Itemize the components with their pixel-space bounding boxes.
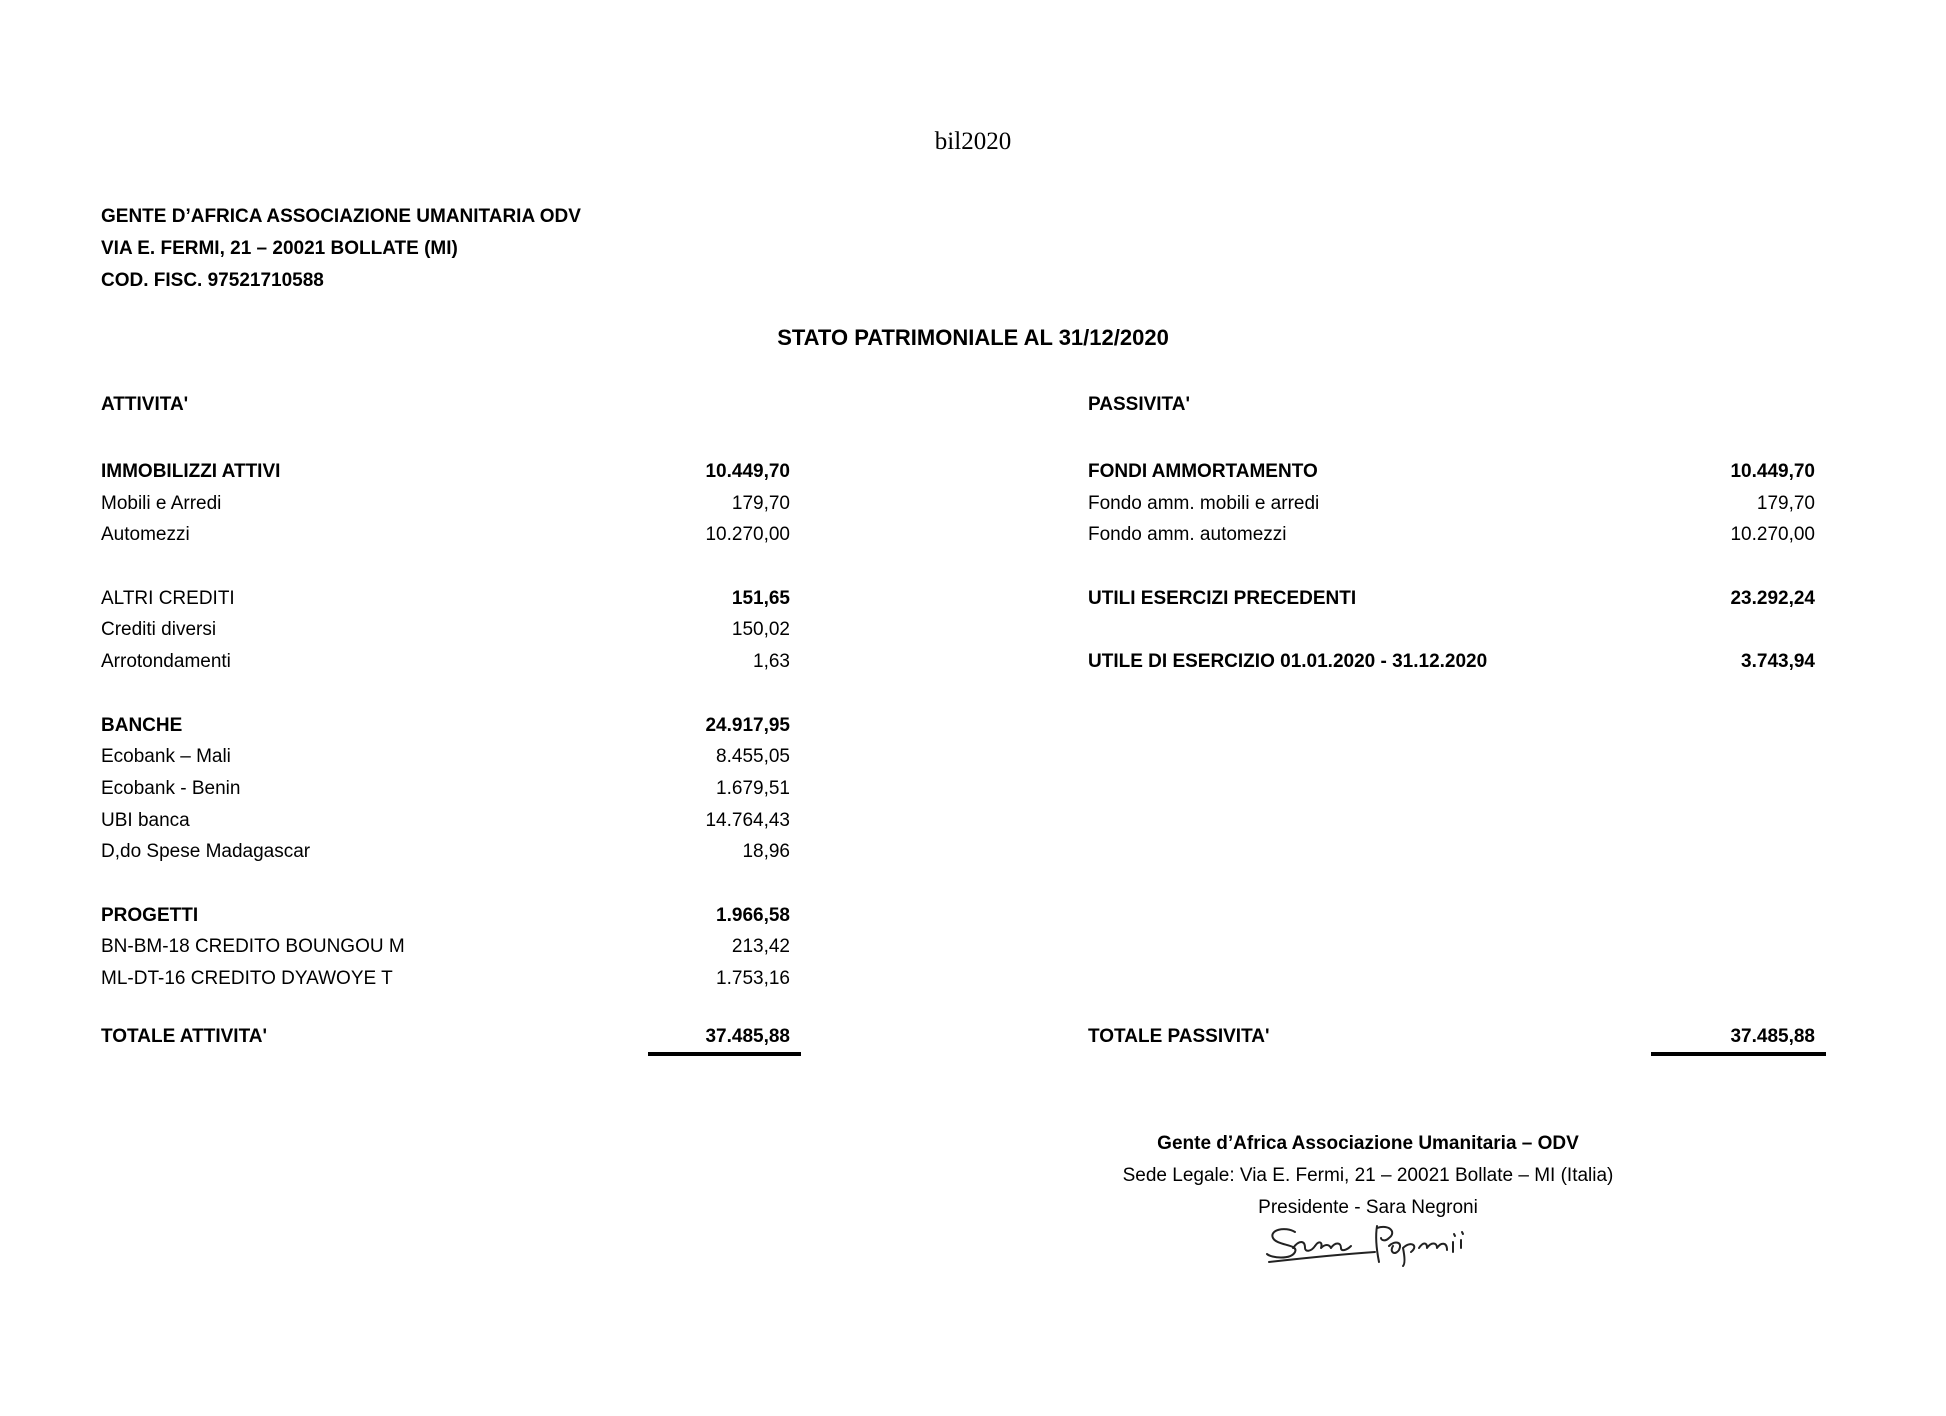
liabilities-total-value: 37.485,88 [1730, 1026, 1815, 1047]
asset-row-label: Crediti diversi [101, 619, 217, 641]
asset-row-label: Ecobank – Mali [101, 746, 231, 768]
asset-row [101, 614, 790, 646]
asset-row-value: 8.455,05 [716, 746, 790, 768]
asset-row [101, 900, 790, 932]
liability-row-value: 3.743,94 [1741, 651, 1815, 673]
assets-heading: ATTIVITA' [101, 394, 189, 415]
liabilities-total-double-rule [1651, 1052, 1826, 1056]
asset-row [101, 931, 790, 963]
liability-row-value: 10.270,00 [1730, 524, 1815, 546]
asset-row-label: D,do Spese Madagascar [101, 841, 311, 863]
assets-list [101, 456, 790, 995]
org-name: GENTE D’AFRICA ASSOCIAZIONE UMANITARIA ODV [101, 206, 581, 227]
liability-row [1088, 583, 1815, 615]
asset-row [101, 710, 790, 742]
liability-row-label: Fondo amm. automezzi [1088, 524, 1287, 546]
asset-row-value: 1.753,16 [716, 968, 790, 989]
asset-row-label: IMMOBILIZZI ATTIVI [101, 461, 281, 482]
assets-total-label: TOTALE ATTIVITA' [101, 1026, 267, 1047]
asset-row-label: BN-BM-18 CREDITO BOUNGOU M [101, 936, 405, 958]
org-tax-code: COD. FISC. 97521710588 [101, 270, 324, 291]
asset-row [101, 583, 790, 615]
asset-row-label: BANCHE [101, 714, 183, 736]
liability-row-label: Fondo amm. mobili e arredi [1088, 492, 1320, 514]
asset-row-value: 14.764,43 [705, 809, 790, 831]
liability-row [1088, 456, 1815, 488]
asset-row [101, 741, 790, 773]
asset-row [101, 963, 790, 995]
asset-row [101, 805, 790, 837]
asset-spacer [101, 868, 790, 900]
liability-row-value: 179,70 [1756, 492, 1815, 514]
asset-row [101, 836, 790, 868]
liability-row [1088, 519, 1815, 551]
asset-row-value: 10.270,00 [705, 524, 790, 546]
page-title: STATO PATRIMONIALE AL 31/12/2020 [777, 325, 1169, 350]
document-tag: bil2020 [934, 128, 1012, 155]
assets-total-double-rule [648, 1052, 801, 1056]
liabilities-list [1088, 456, 1815, 678]
footer-address: Sede Legale: Via E. Fermi, 21 – 20021 Bollate – MI (Italia) [1122, 1165, 1614, 1186]
footer-org-name: Gente d’Africa Associazione Umanitaria – ODV [1157, 1133, 1579, 1154]
asset-row-label: Arrotondamenti [101, 651, 231, 673]
asset-row [101, 773, 790, 805]
org-address: VIA E. FERMI, 21 – 20021 BOLLATE (MI) [101, 238, 458, 259]
asset-row [101, 488, 790, 520]
asset-row [101, 646, 790, 678]
liability-spacer [1088, 614, 1815, 646]
asset-row-value: 1,63 [753, 651, 790, 673]
liability-row-label: UTILI ESERCIZI PRECEDENTI [1088, 587, 1357, 609]
asset-row-value: 179,70 [731, 492, 790, 514]
asset-spacer [101, 678, 790, 710]
asset-row [101, 456, 790, 488]
handwritten-signature [1265, 1218, 1485, 1268]
asset-row-label: UBI banca [101, 809, 190, 831]
asset-row-label: PROGETTI [101, 904, 199, 926]
liabilities-total-label: TOTALE PASSIVITA' [1088, 1026, 1270, 1047]
asset-row-value: 1.679,51 [716, 777, 790, 799]
assets-total-value: 37.485,88 [705, 1026, 790, 1047]
asset-row-label: ML-DT-16 CREDITO DYAWOYE T [101, 968, 393, 989]
signature-block [1088, 1128, 1648, 1224]
liability-row-value: 23.292,24 [1730, 587, 1815, 609]
asset-row [101, 519, 790, 551]
asset-row-value: 151,65 [731, 587, 790, 609]
asset-row-value: 18,96 [742, 841, 790, 863]
liability-row-value: 10.449,70 [1730, 461, 1815, 482]
liability-row-label: UTILE DI ESERCIZIO 01.01.2020 - 31.12.2020 [1088, 651, 1488, 673]
asset-row-value: 1.966,58 [716, 904, 790, 926]
asset-row-label: Mobili e Arredi [101, 492, 222, 514]
asset-row-value: 24.917,95 [705, 714, 790, 736]
asset-row-label: ALTRI CREDITI [101, 587, 235, 609]
organization-header [101, 201, 581, 297]
liability-row [1088, 488, 1815, 520]
liability-row [1088, 646, 1815, 678]
asset-row-label: Automezzi [101, 524, 190, 546]
asset-row-value: 150,02 [731, 619, 790, 641]
footer-president: Presidente - Sara Negroni [1258, 1197, 1478, 1218]
liabilities-heading: PASSIVITA' [1088, 394, 1190, 415]
asset-spacer [101, 551, 790, 583]
liability-spacer [1088, 551, 1815, 583]
liability-row-label: FONDI AMMORTAMENTO [1088, 461, 1318, 482]
asset-row-value: 213,42 [731, 936, 790, 958]
asset-row-value: 10.449,70 [705, 461, 790, 482]
asset-row-label: Ecobank - Benin [101, 777, 241, 799]
